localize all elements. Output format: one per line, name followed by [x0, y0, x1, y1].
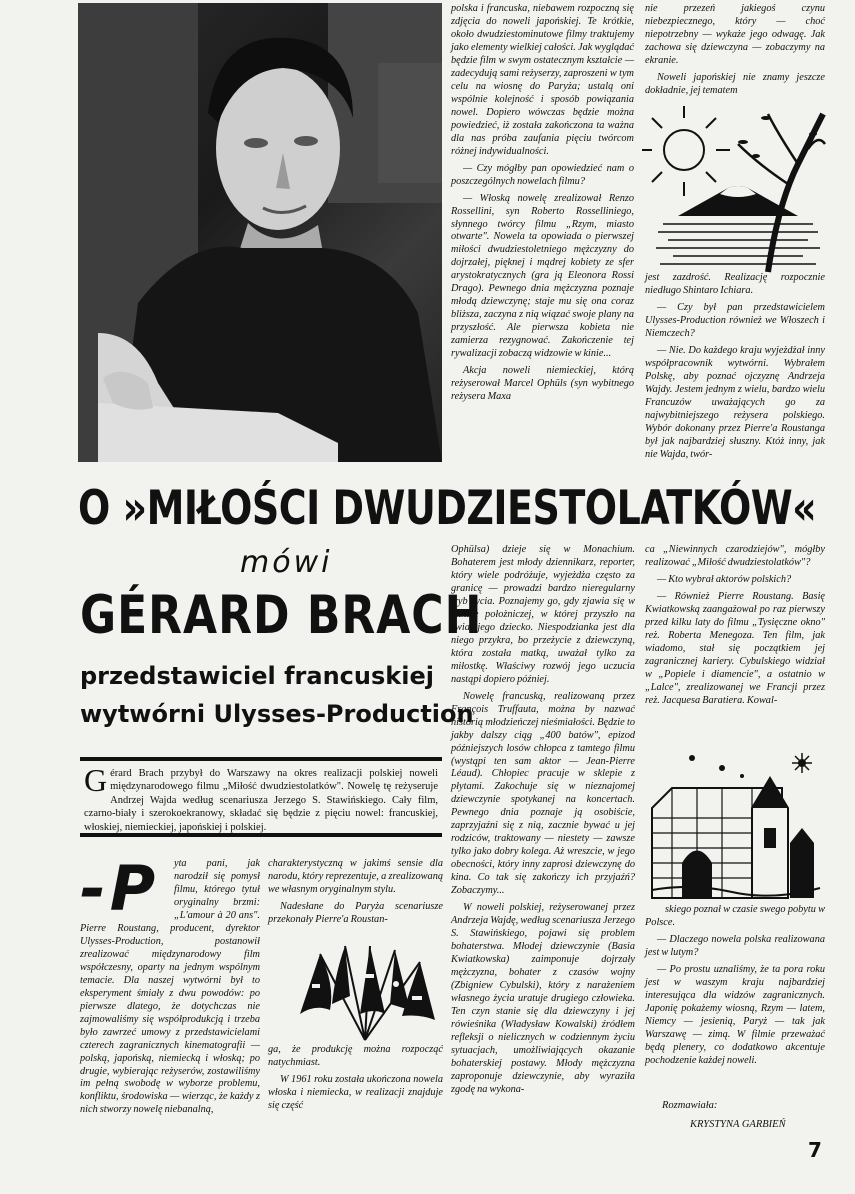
portrait-photo: [78, 3, 442, 462]
signature-label: Rozmawiała:: [662, 1100, 718, 1111]
paragraph: Akcja noweli niemieckiej, którą reżyserował Marcel Ophüls (syn wybitnego reżysera Maxa: [451, 365, 634, 403]
paragraph: ca „Niewinnych czarodziejów", mógłby realizować „Miłość dwudziestolatków"?: [645, 544, 825, 568]
portrait-illustration: [78, 3, 442, 462]
paragraph: Nadesłane do Paryża scenariusze przekonały Pierre'a Roustan-: [268, 900, 443, 925]
paragraph: polska i francuska, niebawem rozpoczną się zdjęcia do noweli japońskiej. Te krótkie, około dwudziestominutowe filmy traktujemy jako elementy wielkiej całości. Jak wyglądać będzie film w swym ostatecznym kształcie — zadecydują sami reżyserzy, zaproszeni w tym celu na wiosnę do Paryża; ustalą oni wspólnie kolejność i sposób powiązania nowel. Dopiero wówczas będzie można powiedzieć, iż została zakończona ta ważna dla nas próba zaufania pięciu twórcom różnej indywidualności.: [451, 3, 634, 157]
warsaw-barbican-illustration: [652, 748, 820, 898]
signature-author: KRYSTYNA GARBIEŃ: [690, 1119, 786, 1130]
lead-dropcap: G: [84, 762, 108, 798]
interview-initial: -P: [80, 852, 160, 925]
headline: O »MIŁOŚCI DWUDZIESTOLATKÓW«: [78, 480, 817, 535]
paragraph: W noweli polskiej, reżyserowanej przez Andrzeja Wajdę, według scenariusza Jerzego S. Stawińskiego, pojawi się problem bohaterstwa. Młodej dziewczynie (Basia Kwiatkowska) zaimponuje dojrzały mężczyzna, bohater z czasów wojny (Zbigniew Cybulski), który z narażeniem własnego życia uratuje drugiego człowieka. Ten czyn stanie się dla dziewczyny i jej rówieśnika (Władysław Kowalski) źródłem refleksji o nielicznych w codziennym życiu sytuacjach, umożliwiających okazanie bohaterskiej postawy. Młody mężczyzna zaproponuje dziewczynie, aby wyraziła zgodę na wykona-: [451, 902, 635, 1095]
paragraph: ga, że produkcję można rozpocząć natychmiast.: [268, 1044, 443, 1068]
column-4-bottom: [645, 904, 825, 1110]
lead-text: érard Brach przybył do Warszawy na okres realizacji polskiej noweli międzynarodowego filmu „Miłość dwudziestolatków". Nowelę tę reżyseruje Andrzej Wajda według scenariusza Jerzego S. Stawińskiego. Cały film, czarno-biały i szerokoekranowy, składać się będzie z pięciu nowel: francuskiej, włoskiej, niemieckiej, japońskiej i polskiej.: [84, 768, 438, 833]
paragraph: — Dlaczego nowela polska realizowana jest w lutym?: [645, 933, 825, 958]
paragraph: yta pani, jak narodził się pomysł filmu, którego tytuł oryginalny brzmi: „L'amour à 20 ans". Pierre Roustang, producent, dyrektor Ulysses-Production, postanowił zrealizować międzynarodowy film współczesny, oparty na jednym wspólnym temacie. Dla naszej wytwórni był to eksperyment śmiały z dwu powodów: po pierwsze dlatego, że dotychczas nie zajmowaliśmy się współprodukcją i trzeba było zawrzeć umowy z przedstawicielami czterech zagranicznych kinematografii — polską, japońską, niemiecką i włoską; po drugie, wybierając reżyserów, zostawiliśmy im pełną swobodę w wyborze problemu, konfliktu, środowiska — wierząc, że każdy z nich stworzy nowelę niebanalną,: [80, 858, 260, 1116]
top-column-1: [451, 3, 634, 471]
middle-column-bottom: [268, 1044, 443, 1156]
middle-column-top: [268, 858, 443, 938]
top-column-2-start: [645, 3, 825, 96]
headline-subtitle-2: wytwórni Ulysses-Production: [80, 700, 474, 728]
paragraph: — Kto wybrał aktorów polskich?: [657, 573, 792, 585]
left-bottom-column: [80, 852, 260, 1154]
lead-paragraph: [80, 757, 442, 837]
paragraph: nie przezeń jakiegoś czynu niebezpiecznego, który — choć niepotrzebny — wykaże jego odwagę. Jak zachowa się dziewczyna — zobaczymy na ekranie.: [645, 3, 825, 66]
paragraph: charakterystyczną w jakimś sensie dla narodu, który reprezentuje, a zrealizowaną we własnym oryginalnym stylu.: [268, 858, 443, 895]
column-4-top: [645, 544, 825, 744]
headline-says: mówi: [240, 545, 333, 580]
paragraph: — Po prostu uznaliśmy, że ta pora roku jest w waszym kraju najbardziej interesująca dla widzów zagranicznych. Japonię pokażemy wiosną, Rzym — latem, Niemcy — jesienią, Paryż — tak jak Warszawę — zimą. W filmie przeważać będą plenery, co dodatkowo akcentuje pochodzenie każdej noweli.: [645, 963, 825, 1066]
paragraph: W 1961 roku została ukończona nowela włoska i niemiecka, w realizacji znajduje się część: [268, 1073, 443, 1111]
paragraph: — Nie. Do każdego kraju wyjeżdżał inny współpracownik wytwórni. Wybrałem Polskę, aby poznać ojczyznę Andrzeja Wajdy. Jestem jednym z wielu, bardzo wielu Francuzów uważających go za najwybitniejszego reżysera polskiego. Wybór dokonany przez Pierre'a Roustanga był jak najbardziej słuszny. Któż inny, jak nie Wajda, twór-: [645, 344, 825, 460]
paragraph: — Włoską nowelę zrealizował Renzo Rossellini, syn Roberto Rosselliniego, słynnego twórcy filmu „Rzym, miasto otwarte". Nowela ta opowiada o pierwszej miłości dwudziestoletniego mężczyzny do dojrzałej, pięknej i mądrej kobiety ze sfer arystokratycznych (gra ją Eleonora Rossi Drago). Pewnego dnia mężczyzna poznaje młodą dziewczynę; staje mu się ona coraz bliższa, zaczyna z nią wiązać swoje plany na przyszłość. Ale pierwsza kobieta nie zamierza rezygnować. Zakończenie tej rywalizacji zobaczą widzowie w kinie...: [451, 192, 634, 360]
headline-name: GÉRARD BRACH: [80, 585, 483, 647]
top-column-2-end: [645, 272, 825, 468]
paragraph: Noweli japońskiej nie znamy jeszcze dokładnie, jej tematem: [645, 71, 825, 96]
japan-illustration: [648, 104, 825, 272]
paragraph: jest zazdrość. Realizację rozpocznie niedługo Shintaro Ichiara.: [645, 272, 825, 296]
paragraph: — Czy mógłby pan opowiedzieć nam o poszczególnych nowelach filmu?: [451, 162, 634, 187]
paragraph: Nowelę francuską, realizowaną przez François Truffauta, można by nazwać historią młodzieńczej nieśmiałości. Będzie to jakby dalszy ciąg „400 batów", epizod późniejszych losów chłopca z tamtego filmu (wystąpi ten sam aktor — Jean-Pierre Léaud). Chłopiec pracuje w sklepie z płytami. Zakochuje się w nieznajomej dziewczynie spotykanej na koncertach. Pewnego dnia poznaje ją osobiście, zaprzyjaźni się z nią, zacznie bywać u jej rodziców, traktowany — niestety — zawsze tylko jako dobry kolega. Aż wreszcie, w jego obecności, który inny zaprosi dziewczynę do kina. Co tak się zakończy ich przyjaźń? Zobaczymy...: [451, 690, 635, 897]
page-number: 7: [808, 1138, 822, 1162]
paragraph: — Również Pierre Roustang. Basię Kwiatkowską zaangażował po raz pierwszy przed kilku laty do filmu „Tysięczne okno" reż. Roberta Menegoza. Ten film, jak wiadomo, stał się początkiem jej zagranicznej kariery. Cybulskiego widział w „Popiele i diamencie", a ostatnio w „Lalce", zrealizowanej we Francji przez reż. Jacquesa Baratiera. Kowal-: [645, 590, 825, 706]
column-3: [451, 544, 635, 1156]
paragraph: — Czy był pan przedstawicielem Ulysses-Production również we Włoszech i Niemczech?: [645, 301, 825, 339]
flags-illustration: [290, 944, 440, 1040]
paragraph: skiego poznał w czasie swego pobytu w Polsce.: [645, 904, 825, 928]
paragraph: Ophülsa) dzieje się w Monachium. Bohaterem jest młody dziennikarz, reporter, który wiele podróżuje, wyjeżdża często za granicę — prowadzi bardzo nieregularny tryb życia. Poznajemy go, gdy zjawia się w klinice położniczej, w której przyszło na świat jego dziecko. Niespodzianka jest dla niego przykra, bo przeżycie z dziewczyną, która została matką, uważał tylko za miłostkę. Właściwy rozwój jego uczucia nastąpi dopiero później.: [451, 544, 635, 685]
headline-subtitle-1: przedstawiciel francuskiej: [80, 662, 434, 690]
